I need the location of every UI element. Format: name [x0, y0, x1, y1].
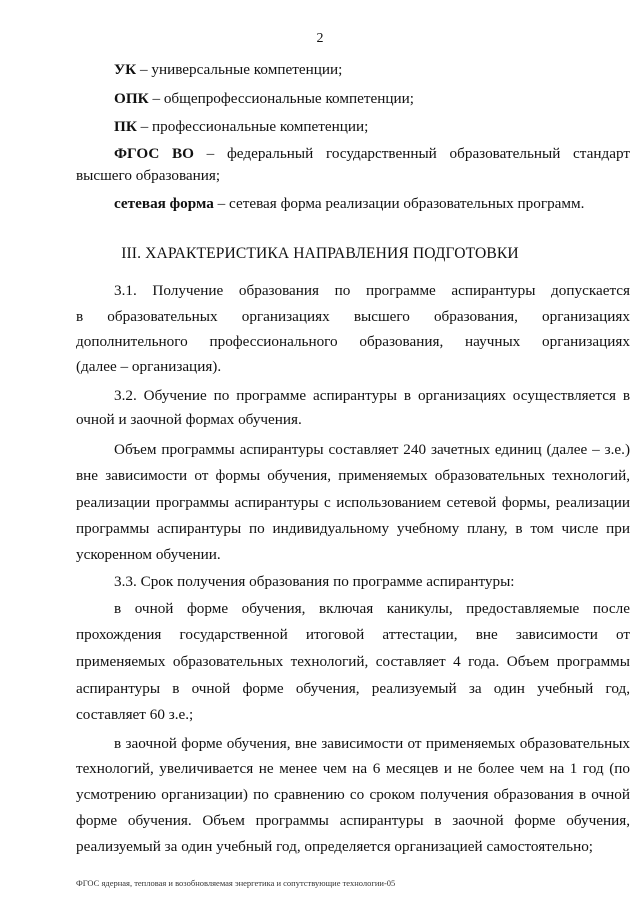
page-footer: ФГОС ядерная, тепловая и возобновляемая энергетика и сопутствующие технологии-05 [76, 878, 396, 888]
paragraph-line: дополнительного профессионального образования, научных организациях [76, 333, 630, 350]
abbreviation-item-pk [76, 117, 630, 137]
paragraph-line: в заочной форме обучения, вне зависимости от применяемых образовательных [114, 735, 630, 752]
paragraph-line: 3.1. Получение образования по программе аспирантуры допускается [114, 282, 630, 299]
abbreviation-term: ОПК [114, 90, 149, 107]
abbreviation-definition: – сетевая форма реализации образовательных программ. [213, 195, 585, 212]
abbreviation-term: ФГОС ВО [114, 145, 194, 162]
paragraph-line: в образовательных организациях высшего образования, организациях [76, 308, 630, 325]
paragraph-line: ускоренном обучении. [76, 546, 221, 563]
abbreviation-definition: – профессиональные компетенции; [136, 118, 369, 135]
paragraph-line: технологий, увеличивается не менее чем на 6 месяцев и не более чем на 1 год (по [76, 760, 630, 777]
abbreviation-item-opk [76, 89, 630, 109]
paragraph-line: 3.2. Обучение по программе аспирантуры в организациях осуществляется в [114, 387, 630, 404]
abbreviation-definition: – универсальные компетенции; [136, 61, 343, 78]
abbreviation-item-network-form [76, 194, 630, 214]
paragraph-line: прохождения государственной итоговой аттестации, вне зависимости от [76, 626, 630, 643]
paragraph-line: аспирантуры в очной форме обучения, реализуемый за один учебный год, [76, 680, 630, 697]
paragraph-line: реализации программы аспирантуры с использованием сетевой формы, реализации [76, 494, 630, 511]
abbreviation-item-uk [76, 60, 630, 80]
paragraph-line: программы аспирантуры по индивидуальному учебному плану, в том числе при [76, 520, 630, 537]
paragraph-line: вне зависимости от формы обучения, применяемых образовательных технологий, [76, 467, 630, 484]
page-number: 2 [316, 31, 324, 46]
abbreviation-term: УК [114, 61, 137, 78]
paragraph-line: усмотрению организации) по сравнению со сроком получения образования в очной [76, 786, 630, 803]
section-heading: III. ХАРАКТЕРИСТИКА НАПРАВЛЕНИЯ ПОДГОТОВКИ [121, 245, 519, 262]
paragraph-line: Объем программы аспирантуры составляет 240 зачетных единиц (далее – з.е.) [114, 441, 630, 458]
paragraph-line: реализуемый за один учебный год, определяется организацией самостоятельно; [76, 838, 594, 855]
paragraph-line: 3.3. Срок получения образования по программе аспирантуры: [114, 573, 515, 590]
paragraph-line: (далее – организация). [76, 358, 222, 375]
abbreviation-continuation: высшего образования; [76, 167, 221, 184]
paragraph-line: форме обучения. Объем программы аспирантуры в заочной форме обучения, [76, 812, 630, 829]
paragraph-line: в очной форме обучения, включая каникулы, предоставляемые после [114, 600, 630, 617]
abbreviation-term: сетевая форма [114, 195, 214, 212]
abbreviation-term: ПК [114, 118, 137, 135]
abbreviation-definition: – общепрофессиональные компетенции; [148, 90, 414, 107]
paragraph-line: применяемых образовательных технологий, составляет 4 года. Объем программы [76, 653, 630, 670]
paragraph-line: очной и заочной формах обучения. [76, 411, 302, 428]
abbreviation-definition: – федеральный государственный образовательный стандарт [193, 145, 630, 162]
abbreviation-item-fgos [76, 144, 630, 164]
paragraph-line: составляет 60 з.е.; [76, 706, 194, 723]
